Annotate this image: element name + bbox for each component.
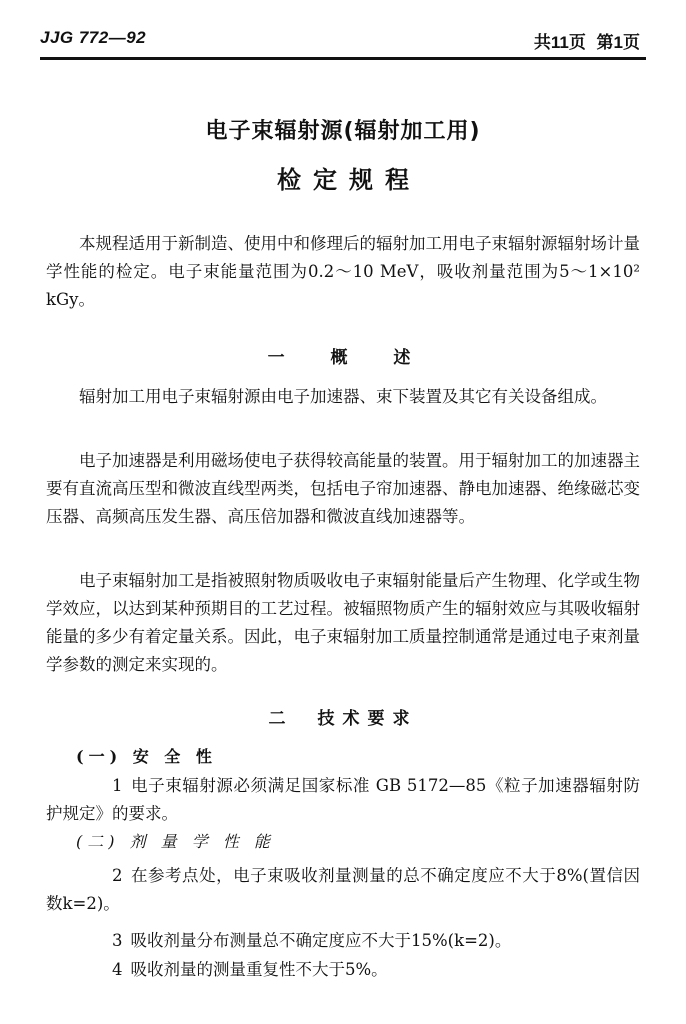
section-heading-overview: 一 概 述 [267,348,419,368]
overview-paragraph: 辐射加工用电子束辐射源由电子加速器、束下装置及其它有关设备组成。 [79,387,607,406]
subsection-heading-dosimetry: (二) 剂 量 学 性 能 [76,832,275,851]
requirement-item [46,927,640,955]
item-number: 4 [112,960,123,979]
requirement-item [46,862,640,918]
item-number: 1 [112,776,123,795]
document-title: 电子束辐射源(辐射加工用) [205,119,481,144]
item-text: 在参考点处，电子束吸收剂量测量的总不确定度应不大于8%(置信因数k=2)。 [46,866,640,913]
item-number: 2 [112,866,123,885]
overview-paragraph: 电子束辐射加工是指被照射物质吸收电子束辐射能量后产生物理、化学或生物学效应，以达到某种预期目的工艺过程。被辐照物质产生的辐射效应与其吸收辐射能量的多少有着定量关系。因此，电子束辐射加工质量控制通常是通过电子束剂量学参数的测定来实现的。 [46,571,640,674]
page-header [40,28,646,60]
page-info: 共11页 第1页 [533,33,640,52]
item-text: 电子束辐射源必须满足国家标准 GB 5172—85《粒子加速器辐射防护规定》的要求。 [46,776,640,823]
requirement-item [46,956,640,984]
document-subtitle: 检定规程 [277,166,421,194]
item-number: 3 [112,931,123,950]
scope-paragraph: 本规程适用于新制造、使用中和修理后的辐射加工用电子束辐射源辐射场计量学性能的检定。电子束能量范围为0.2～10 MeV，吸收剂量范围为5～1×10² kGy。 [46,234,640,309]
requirement-item [46,772,640,828]
section-heading-requirements: 二 技术要求 [268,709,418,729]
subsection-heading-safety: (一) 安 全 性 [76,747,217,766]
overview-paragraph: 电子加速器是利用磁场使电子获得较高能量的装置。用于辐射加工的加速器主要有直流高压型和微波直线型两类，包括电子帘加速器、静电加速器、绝缘磁芯变压器、高频高压发生器、高压倍加器和微波直线加速器等。 [46,451,640,526]
item-text: 吸收剂量的测量重复性不大于5%。 [130,960,388,979]
standard-code: JJG 772—92 [40,28,147,47]
item-text: 吸收剂量分布测量总不确定度应不大于15%(k=2)。 [130,931,512,950]
